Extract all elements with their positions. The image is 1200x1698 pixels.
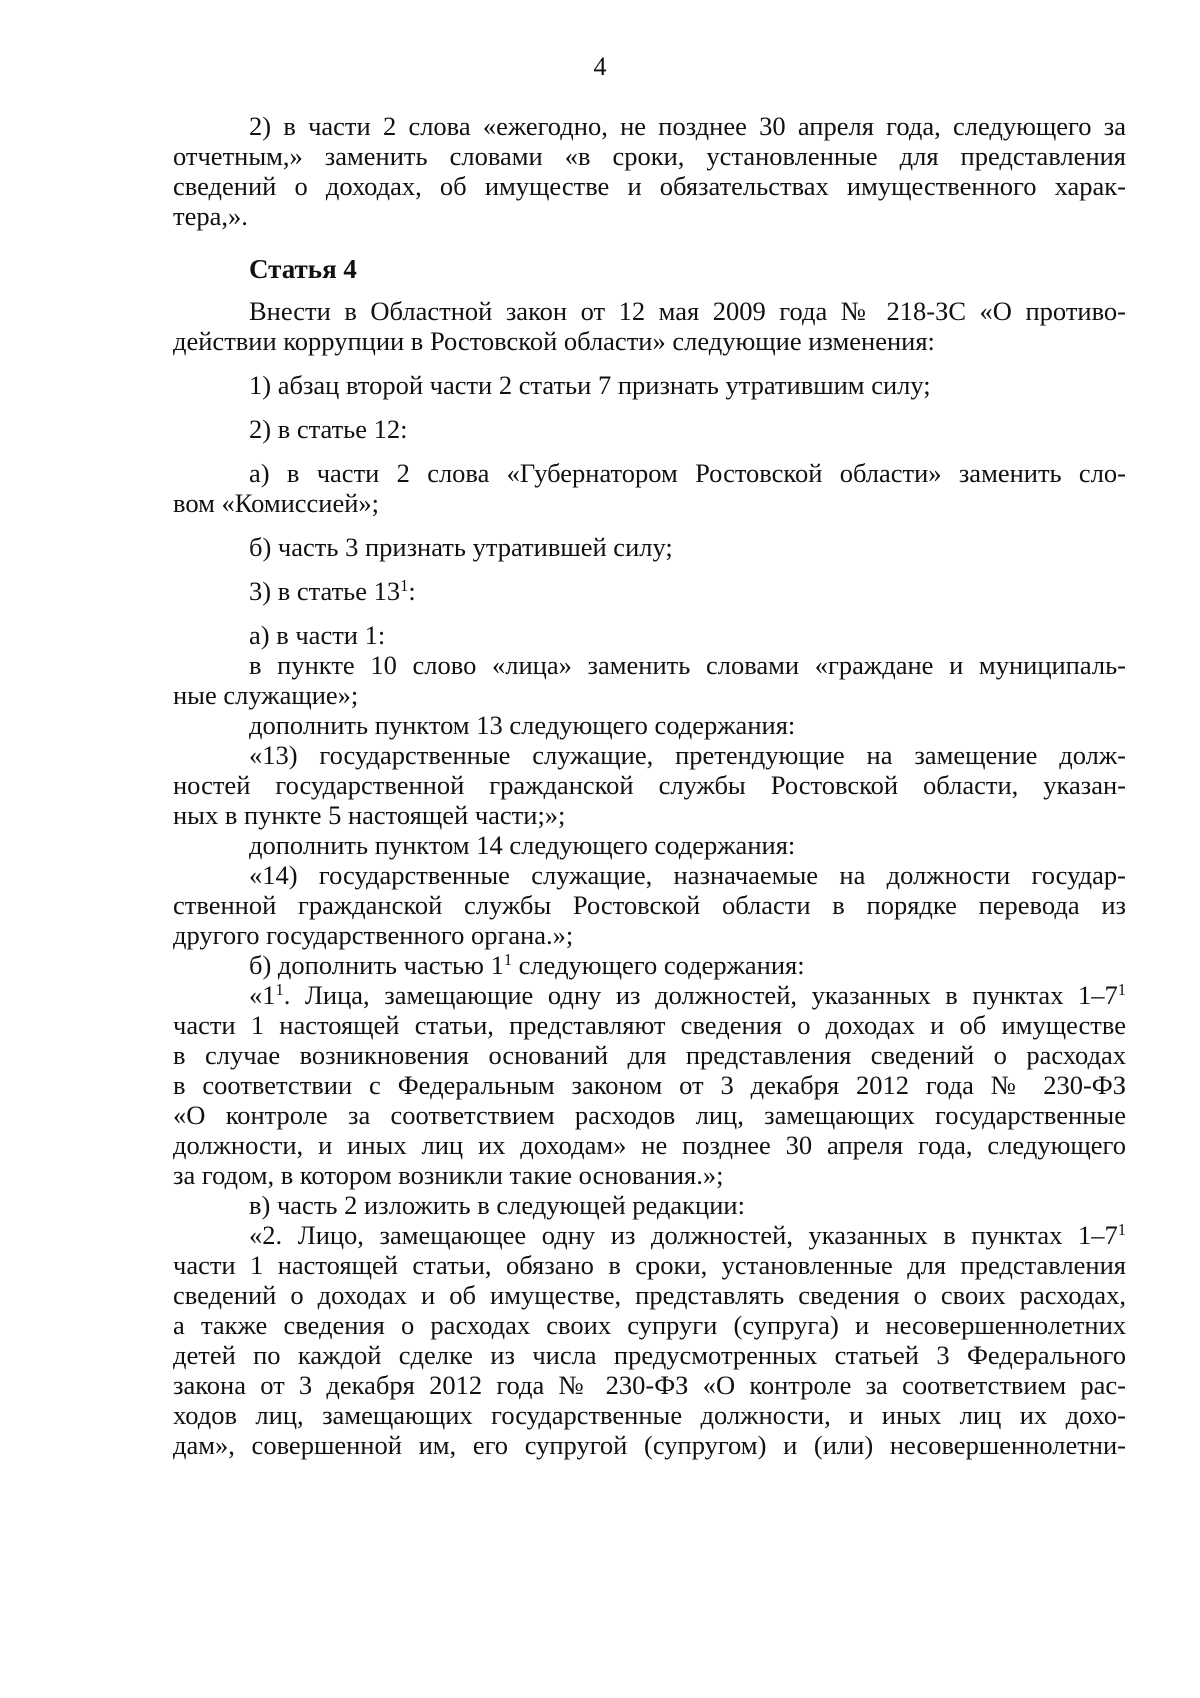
text-line: дам», совершенной им, его супругой (супругом) и (или) несовершеннолетни-	[173, 1430, 1126, 1460]
text-line: другого государственного органа.»;	[173, 920, 574, 950]
text-line: «2. Лицо, замещающее одну из должностей, указанных в пунктах $1-7^1$	[249, 1219, 1126, 1250]
text-line: Внести в Областной закон от 12 мая 2009 года № 218-ЗС «О противо-	[249, 296, 1126, 326]
text-line: 2) в статье 12:	[249, 414, 408, 444]
text-line: б) часть 3 признать утратившей силу;	[249, 532, 673, 562]
text-line: отчетным,» заменить словами «в сроки, установленные для представления	[173, 141, 1126, 171]
text-line: вом «Комиссией»;	[173, 488, 380, 518]
text-line: «14) государственные служащие, назначаемые на должности государ-	[249, 860, 1126, 890]
text-line: а) в части 1:	[249, 620, 386, 650]
page-number: 4	[593, 52, 607, 81]
text-line: 1) абзац второй части 2 статьи 7 признать утратившим силу;	[249, 370, 931, 400]
text-line: в соответствии с Федеральным законом от 3 декабря 2012 года № 230-ФЗ	[173, 1070, 1126, 1100]
text-line: части 1 настоящей статьи, обязано в сроки, установленные для представления	[173, 1250, 1126, 1280]
text-line: сведений о доходах и об имуществе, представлять сведения о своих расходах,	[173, 1280, 1126, 1310]
text-line: ностей государственной гражданской службы Ростовской области, указан-	[173, 770, 1126, 800]
text-line: 3) в статье $13^1$:	[249, 575, 416, 606]
text-line: действии коррупции в Ростовской области» следующие изменения:	[173, 326, 935, 356]
text-line: дополнить пунктом 14 следующего содержания:	[249, 830, 796, 860]
article-heading: Статья 4	[249, 254, 357, 284]
text-line: в случае возникновения оснований для представления сведений о расходах	[173, 1040, 1126, 1070]
text-line: «О контроле за соответствием расходов лиц, замещающих государственные	[173, 1100, 1126, 1130]
text-line: «$1^1$. Лица, замещающие одну из должностей, указанных в пунктах $1-7^1$	[249, 979, 1126, 1010]
text-line: 2) в части 2 слова «ежегодно, не позднее 30 апреля года, следующего за	[249, 111, 1126, 141]
text-line: в) часть 2 изложить в следующей редакции:	[249, 1190, 745, 1220]
text-line: сведений о доходах, об имуществе и обязательствах имущественного харак-	[173, 171, 1126, 201]
text-line: «13) государственные служащие, претендующие на замещение долж-	[249, 740, 1126, 770]
text-line: должности, и иных лиц их доходам» не позднее 30 апреля года, следующего	[173, 1130, 1126, 1160]
text-line: ственной гражданской службы Ростовской области в порядке перевода из	[173, 890, 1126, 920]
text-line: ные служащие»;	[173, 680, 359, 710]
text-line: а также сведения о расходах своих супруги (супруга) и несовершеннолетних	[173, 1310, 1126, 1340]
text-line: за годом, в котором возникли такие основания.»;	[173, 1160, 724, 1190]
text-line: б) дополнить частью $1^1$ следующего содержания:	[249, 949, 805, 980]
text-line: детей по каждой сделке из числа предусмотренных статьей 3 Федерального	[173, 1340, 1126, 1370]
text-line: тера,».	[173, 201, 248, 231]
text-line: части 1 настоящей статьи, представляют сведения о доходах и об имуществе	[173, 1010, 1126, 1040]
text-line: в пункте 10 слово «лица» заменить словами «граждане и муниципаль-	[249, 650, 1126, 680]
text-line: ходов лиц, замещающих государственные должности, и иных лиц их дохо-	[173, 1400, 1126, 1430]
text-line: дополнить пунктом 13 следующего содержания:	[249, 710, 796, 740]
text-line: а) в части 2 слова «Губернатором Ростовской области» заменить сло-	[249, 458, 1126, 488]
text-line: закона от 3 декабря 2012 года № 230-ФЗ «О контроле за соответствием рас-	[173, 1370, 1126, 1400]
text-line: ных в пункте 5 настоящей части;»;	[173, 800, 566, 830]
